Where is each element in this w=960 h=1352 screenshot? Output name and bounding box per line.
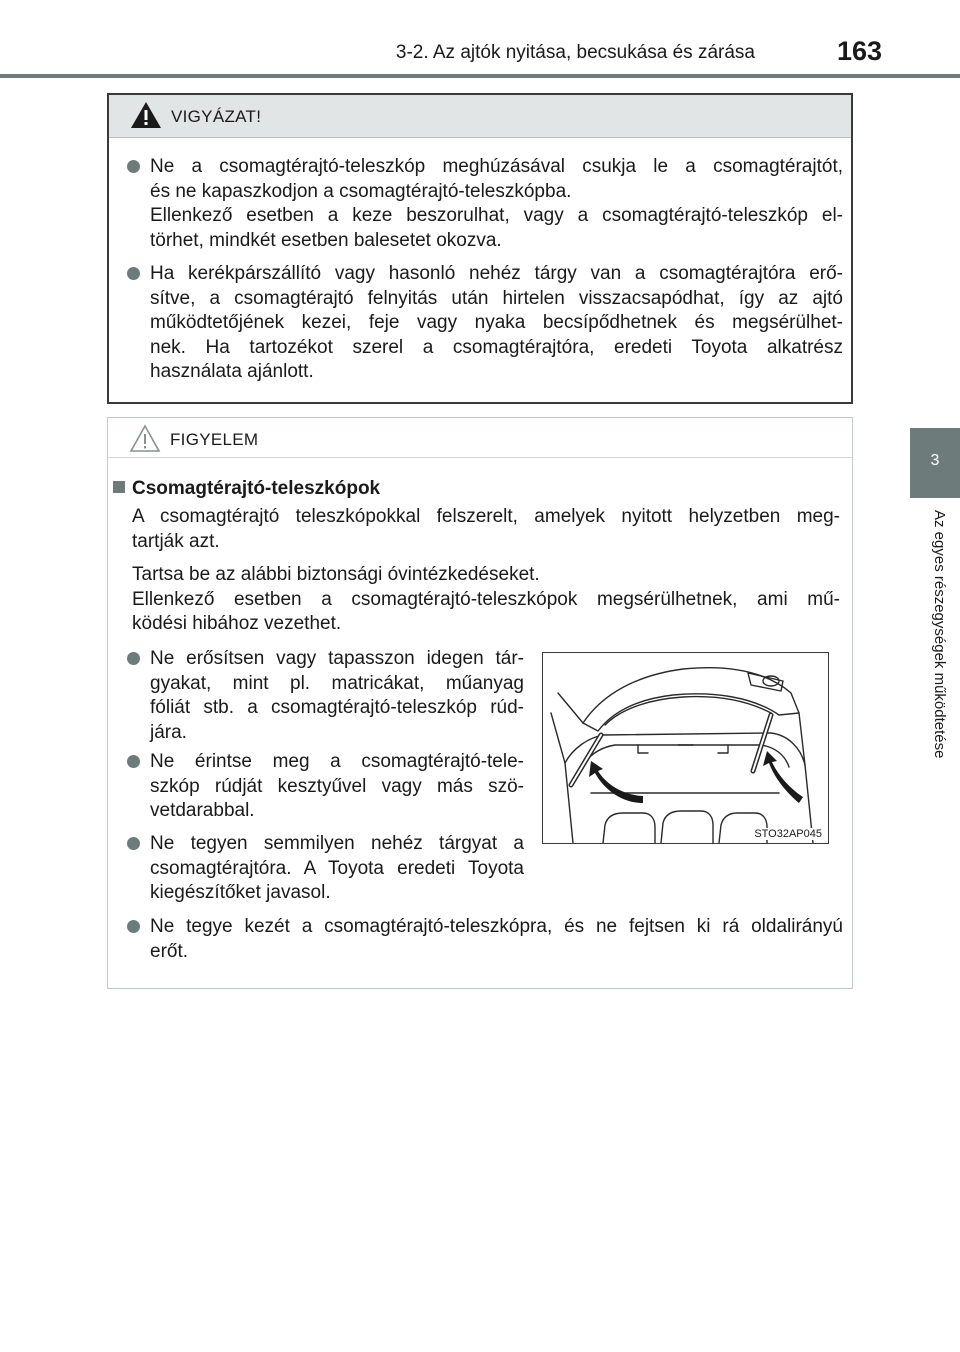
bullet-icon xyxy=(127,837,140,850)
caution-item-3: Ne tegyen semmilyen nehéz tárgyat a csomagtérajtóra. A Toyota eredeti Toyota kiegészítőket javasol. xyxy=(127,832,524,906)
caution-paragraph-2: Tartsa be az alábbi biztonsági óvintézkedéseket. Ellenkező esetben a csomagtérajtó-teleszkópok megsérülhetnek, ami mű- ködési hibához vezethet. xyxy=(132,564,840,634)
caution-paragraph-1: A csomagtérajtó teleszkópokkal felszerelt, amelyek nyitott helyzetben meg- tartják azt. xyxy=(132,506,840,552)
warning-title: VIGYÁZAT! xyxy=(171,107,262,126)
section-title: 3-2. Az ajtók nyitása, becsukása és zárása xyxy=(395,42,755,63)
bullet-icon xyxy=(127,755,140,768)
warning-triangle-outline-icon xyxy=(128,423,162,453)
figure-code: STO32AP045 xyxy=(754,828,822,840)
page-header xyxy=(0,0,960,78)
header-rule xyxy=(0,74,960,78)
bullet-icon xyxy=(127,920,140,933)
caution-item-4: Ne tegye kezét a csomagtérajtó-teleszkópra, és ne fejtsen ki rá oldalirányú erőt. xyxy=(127,915,843,964)
chapter-title: Az egyes részegységek működtetése xyxy=(931,510,948,759)
chapter-title-vertical xyxy=(924,510,948,910)
warning-item-2: Ha kerékpárszállító vagy hasonló nehéz tárgy van a csomagtérajtóra erő- sítve, a csomagtérajtó felnyitás után hirtelen visszacsapódhat, így az ajtó működtetőjének kezei, feje vagy nyaka becsípődhetnek és megsérülhet- nek. Ha tartozékot szerel a csomagtérajtóra, eredeti Toyota alkatrész használata ajánlott. xyxy=(127,262,843,385)
caution-header xyxy=(108,418,852,458)
caution-item-2: Ne érintse meg a csomagtérajtó-tele- szkóp rúdját kesztyűvel vagy más szö- vetdarabbal. xyxy=(127,750,524,824)
tailgate-drawing xyxy=(543,653,828,843)
warning-triangle-filled-icon xyxy=(129,100,163,130)
square-bullet-icon xyxy=(113,481,125,493)
bullet-icon xyxy=(127,160,140,173)
caution-subheading: Csomagtérajtó-teleszkópok xyxy=(113,478,380,500)
chapter-number: 3 xyxy=(930,452,940,469)
bullet-icon xyxy=(127,267,140,280)
bullet-icon xyxy=(127,652,140,665)
chapter-tab xyxy=(910,428,960,498)
warning-header xyxy=(109,95,851,138)
caution-title: FIGYELEM xyxy=(170,430,259,449)
warning-item-1: Ne a csomagtérajtó-teleszkóp meghúzásával csukja le a csomagtérajtót, és ne kapaszkodjon a csomagtérajtó-teleszkópba. Ellenkező esetben a keze beszorulhat, vagy a csomagtérajtó-teleszkóp el- törhet, mindkét esetben balesetet okozva. xyxy=(127,155,843,253)
tailgate-strut-illustration xyxy=(542,652,829,844)
page-number: 163 xyxy=(836,36,882,66)
caution-item-1: Ne erősítsen vagy tapasszon idegen tár- gyakat, mint pl. matricákat, műanyag fóliát stb. a csomagtérajtó-teleszkóp rúd- jára. xyxy=(127,647,524,745)
